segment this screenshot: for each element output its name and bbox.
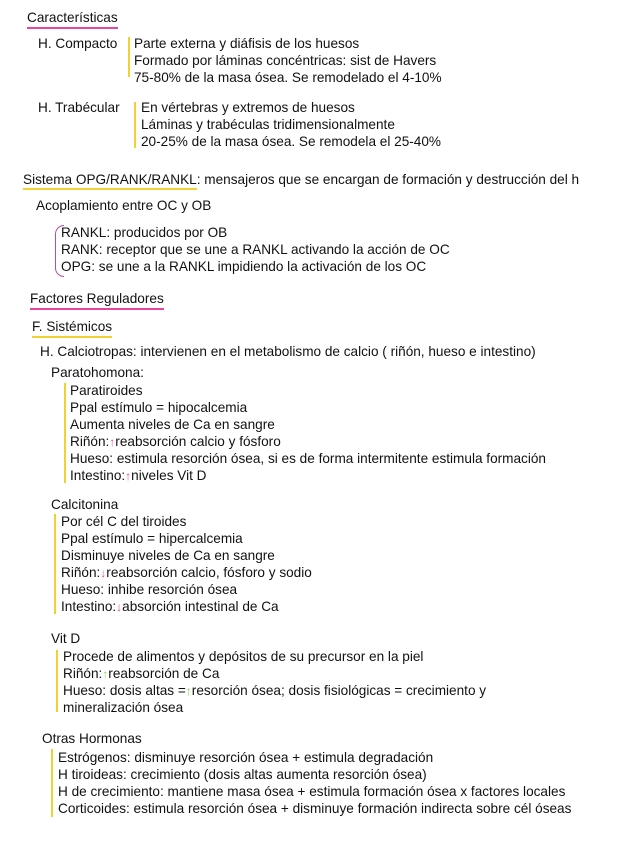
intestino-label: Intestino: [61,599,117,614]
calciotropas: H. Calciotropas: intervienen en el metabolismo de calcio ( riñón, hueso e intestino) [40,344,536,359]
intestino-text: absorción intestinal de Ca [122,599,279,614]
sistemicos-heading: F. Sistémicos [32,318,112,338]
calcitonina-hueso: Hueso: inhibe resorción ósea [61,582,238,597]
vitd-hueso-cont: mineralización ósea [63,700,184,715]
arrow-up-icon: ↑ [125,469,132,483]
opg-line-3: OPG: se une a la RANKL impidiendo la activación de los OC [61,259,427,274]
rinon-label: Riñón: [61,565,101,580]
paratohormona-rinon [70,433,281,450]
rinon-text: reabsorción de Ca [108,666,220,681]
acoplamiento: Acoplamiento entre OC y OB [36,198,212,213]
otras-line-2: H tiroideas: crecimiento (dosis altas aumenta resorción ósea) [58,767,427,782]
rinon-label: Riñón: [70,434,110,449]
arrow-down-icon: ↓ [100,566,107,580]
rinon-label: Riñón: [63,666,103,681]
arrow-down-icon: ↓ [116,600,123,614]
trabecular-bar [134,102,136,148]
trabecular-line-1: En vértebras y extremos de huesos [141,100,355,115]
opg-heading: Sistema OPG/RANK/RANKL [23,172,197,190]
calcitonina-rinon [61,564,312,581]
compacto-bar [128,37,130,77]
vitd-hueso [63,682,486,699]
intestino-text: niveles Vit D [131,468,207,483]
hueso-text: resorción ósea; dosis fisiológicas = crecimiento y [191,683,487,698]
otras-title: Otras Hormonas [42,731,142,746]
hueso-label: Hueso: dosis altas = [63,683,186,698]
paratohormona-line-1: Paratiroides [70,383,143,398]
calcitonina-line-1: Por cél C del tiroides [61,514,187,529]
otras-line-1: Estrógenos: disminuye resorción ósea + estimula degradación [58,750,434,765]
otras-line-4: Corticoides: estimula resorción ósea + disminuye formación indirecta sobre cél óseas [58,801,572,816]
caracteristicas-heading: Características [27,9,118,29]
paratohormona-intestino [70,467,206,484]
vitd-rinon [63,665,219,682]
opg-line-1: RANKL: producidos por OB [61,225,228,240]
otras-bar [51,749,53,817]
otras-line-3: H de crecimiento: mantiene masa ósea + estimula formación ósea x factores locales [58,784,566,799]
calcitonina-title: Calcitonina [51,497,119,512]
arrow-up-icon: ↑ [185,684,192,698]
calcitonina-intestino [61,598,279,615]
paratohormona-line-3: Aumenta niveles de Ca en sangre [70,417,275,432]
opg-line-2: RANK: receptor que se une a RANKL activando la acción de OC [61,242,450,257]
paratohormona-hueso: Hueso: estimula resorción ósea, si es de forma intermitente estimula formación [70,451,546,466]
opg-heading-rest: : mensajeros que se encargan de formación y destrucción del h [196,172,580,187]
calcitonina-bar [54,514,56,614]
intestino-label: Intestino: [70,468,126,483]
compacto-line-2: Formado por láminas concéntricas: sist de Havers [134,53,437,68]
paratohormona-line-2: Ppal estímulo = hipocalcemia [70,400,248,415]
calcitonina-line-3: Disminuye niveles de Ca en sangre [61,548,275,563]
trabecular-line-3: 20-25% de la masa ósea. Se remodela el 25-40% [141,134,441,149]
rinon-text: reabsorción calcio, fósforo y sodio [106,565,312,580]
vitd-line-1: Procede de alimentos y depósitos de su precursor en la piel [63,649,424,664]
compacto-label: H. Compacto [38,36,118,51]
compacto-line-1: Parte externa y diáfisis de los huesos [134,36,360,51]
factores-heading: Factores Reguladores [30,290,164,310]
rinon-text: reabsorción calcio y fósforo [115,434,281,449]
opg-heading-line [23,171,579,188]
paratohormona-title: Paratohomona: [51,365,144,380]
trabecular-label: H. Trabécular [38,100,120,115]
compacto-line-3: 75-80% de la masa ósea. Se remodelado el 4-10% [134,70,442,85]
paratohormona-bar [64,383,66,483]
calcitonina-line-2: Ppal estímulo = hipercalcemia [61,531,243,546]
trabecular-line-2: Láminas y trabéculas tridimensionalmente [141,117,395,132]
arrow-up-icon: ↑ [109,435,116,449]
arrow-up-icon: ↑ [102,667,109,681]
vitd-bar [56,650,58,712]
vitd-title: Vit D [51,631,81,646]
